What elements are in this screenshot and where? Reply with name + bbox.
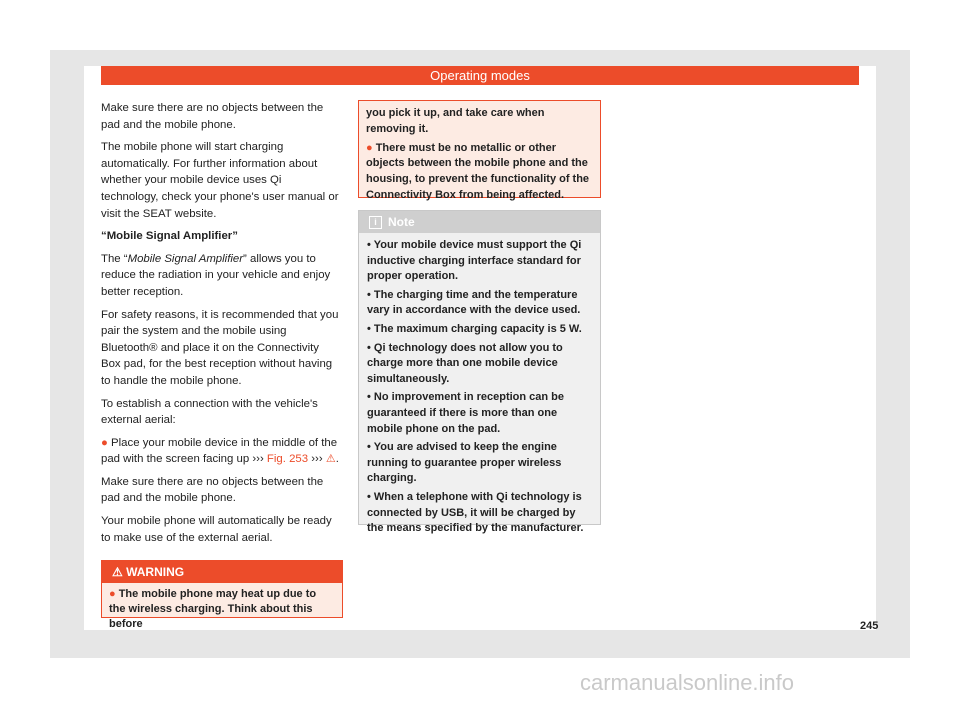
paragraph: For safety reasons, it is recommended that you pair the system and the mobile using Bluetooth® and place it on the Connectivity Box pad, for the best reception without having to handle the mobile phone. bbox=[101, 308, 339, 387]
bullet-icon: ● bbox=[366, 141, 376, 154]
warning-continuation bbox=[358, 100, 601, 201]
paragraph bbox=[101, 251, 341, 301]
note-item: • You are advised to keep the engine running to guarantee proper wireless charging. bbox=[367, 441, 562, 485]
section-header: Operating modes bbox=[101, 66, 859, 85]
info-icon: i bbox=[369, 216, 382, 229]
bullet-icon: ● bbox=[101, 436, 112, 449]
watermark: carmanualsonline.info bbox=[580, 670, 795, 695]
paragraph: Make sure there are no objects between the pad and the mobile phone. bbox=[101, 102, 324, 131]
arrow-ref: ››› bbox=[311, 453, 323, 466]
note-text: When a telephone with Qi technology is connected by USB, it will be charged by the means specified by the manufacturer. bbox=[367, 490, 584, 535]
note-body bbox=[359, 233, 600, 545]
bullet-item: ● Place your mobile device in the middle of the pad with the screen facing up ››› Fig. 253 ››› ⚠. bbox=[101, 436, 339, 466]
note-item: • Your mobile device must support the Qi inductive charging interface standard for proper operation. bbox=[367, 239, 582, 283]
paragraph: The mobile phone will start charging automatically. For further information about whether your mobile device uses Qi technology, check your phone's user manual or visit the SEAT website. bbox=[101, 141, 339, 220]
bullet-icon: ● bbox=[109, 588, 119, 600]
left-column bbox=[101, 100, 341, 552]
note-text: The charging time and the temperature vary in accordance with the device used. bbox=[367, 288, 581, 317]
paragraph: Make sure there are no objects between the pad and the mobile phone. bbox=[101, 475, 324, 505]
warning-text: There must be no metallic or other objects between the mobile phone and the housing, to prevent the functionality of the Connectivity Box from being affected. bbox=[366, 141, 590, 201]
note-text: The maximum charging capacity is 5 W. bbox=[373, 322, 582, 335]
warning-bullet bbox=[366, 141, 593, 204]
arrow-ref: ››› bbox=[252, 453, 264, 466]
warning-body bbox=[102, 583, 342, 636]
warning-text: you pick it up, and take care when removing it. bbox=[366, 107, 545, 135]
italic-term: Mobile Signal Amplifier bbox=[127, 252, 244, 265]
text-fragment: The “ bbox=[101, 252, 128, 265]
warning-triangle-icon: ⚠ bbox=[112, 565, 127, 579]
text-fragment: ” allows you to reduce the radiation in your vehicle and enjoy better reception. bbox=[101, 252, 331, 298]
note-item: • When a telephone with Qi technology is connected by USB, it will be charged by the means specified by the manufacturer. bbox=[367, 490, 584, 535]
note-text: Qi technology does not allow you to charge more than one mobile device simultaneously. bbox=[367, 341, 563, 385]
note-header bbox=[359, 211, 600, 233]
note-text: No improvement in reception can be guaranteed if there is more than one mobile phone on the pad. bbox=[367, 391, 565, 435]
warning-title: WARNING bbox=[126, 565, 185, 579]
note-item: • The maximum charging capacity is 5 W. bbox=[367, 322, 582, 335]
figure-link[interactable]: Fig. 253 bbox=[266, 453, 309, 466]
paragraph: To establish a connection with the vehicle's external aerial: bbox=[101, 397, 318, 427]
warning-header bbox=[102, 561, 342, 583]
note-item: • Qi technology does not allow you to charge more than one mobile device simultaneously. bbox=[367, 341, 563, 385]
note-item: • No improvement in reception can be guaranteed if there is more than one mobile phone on the pad. bbox=[367, 391, 565, 435]
note-text: You are advised to keep the engine running to guarantee proper wireless charging. bbox=[367, 441, 562, 485]
note-text: Your mobile device must support the Qi inductive charging interface standard for proper operation. bbox=[367, 239, 582, 283]
warning-text: The mobile phone may heat up due to the wireless charging. Think about this before bbox=[109, 588, 317, 630]
note-title: Note bbox=[388, 215, 415, 229]
paragraph: Your mobile phone will automatically be ready to make use of the external aerial. bbox=[101, 515, 332, 544]
note-box bbox=[358, 210, 601, 535]
subheading: “Mobile Signal Amplifier” bbox=[101, 230, 238, 243]
warning-triangle-icon[interactable]: ⚠ bbox=[325, 453, 336, 466]
bullet-text: Place your mobile device in the middle of the pad with the screen facing up bbox=[101, 436, 338, 466]
warning-box bbox=[101, 560, 343, 630]
note-item: • The charging time and the temperature vary in accordance with the device used. bbox=[367, 288, 581, 317]
page-number: 245 bbox=[860, 620, 879, 632]
